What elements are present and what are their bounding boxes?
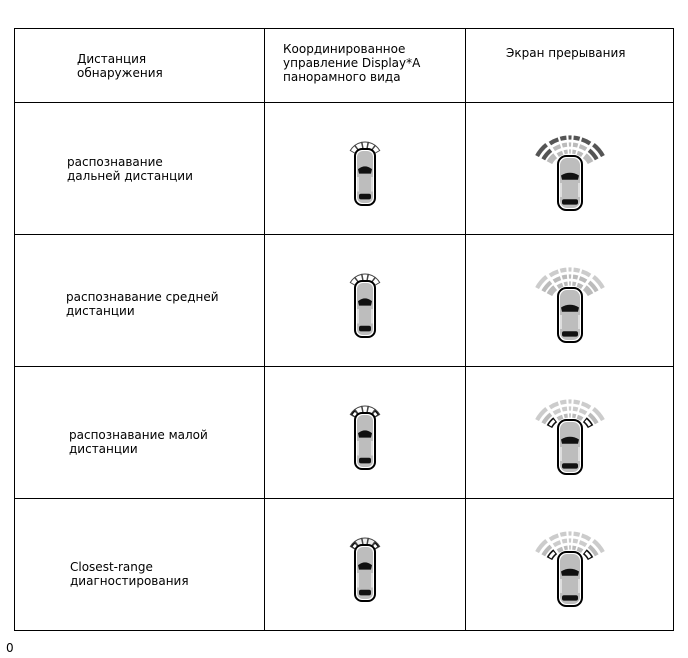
interrupt-car-sensor-icon: [530, 522, 610, 608]
footnote: 0: [6, 641, 14, 655]
table-row: [15, 367, 674, 499]
row-label-cell: распознавание дальней дистанции: [15, 103, 265, 235]
interrupt-car-sensor-icon: [530, 258, 610, 344]
panoramic-car-sensor-icon: [345, 393, 385, 473]
interrupt-cell: [466, 235, 674, 367]
table-row: [15, 499, 674, 631]
interrupt-car-sensor-icon: [530, 390, 610, 476]
row-label-cell: распознавание средней дистанции: [15, 235, 265, 367]
row-label-cell: распознавание малой дистанции: [15, 367, 265, 499]
interrupt-cell: [466, 367, 674, 499]
table-row: [15, 103, 674, 235]
panoramic-car-sensor-icon: [345, 525, 385, 605]
detection-distance-table: [14, 28, 674, 631]
header-interrupt-screen: Экран прерывания: [466, 29, 674, 103]
header-detection-distance: Дистанция обнаружения: [15, 29, 265, 103]
interrupt-car-sensor-icon: [530, 126, 610, 212]
interrupt-cell: [466, 103, 674, 235]
panoramic-cell: [265, 499, 466, 631]
interrupt-cell: [466, 499, 674, 631]
panoramic-car-sensor-icon: [345, 129, 385, 209]
row-label-cell: Closest-range диагностирования: [15, 499, 265, 631]
header-row: [15, 29, 674, 103]
panoramic-cell: [265, 103, 466, 235]
panoramic-cell: [265, 367, 466, 499]
table-row: [15, 235, 674, 367]
header-panoramic-display: Координированное управление Display*A панорамного вида: [265, 29, 466, 103]
panoramic-car-sensor-icon: [345, 261, 385, 341]
panoramic-cell: [265, 235, 466, 367]
